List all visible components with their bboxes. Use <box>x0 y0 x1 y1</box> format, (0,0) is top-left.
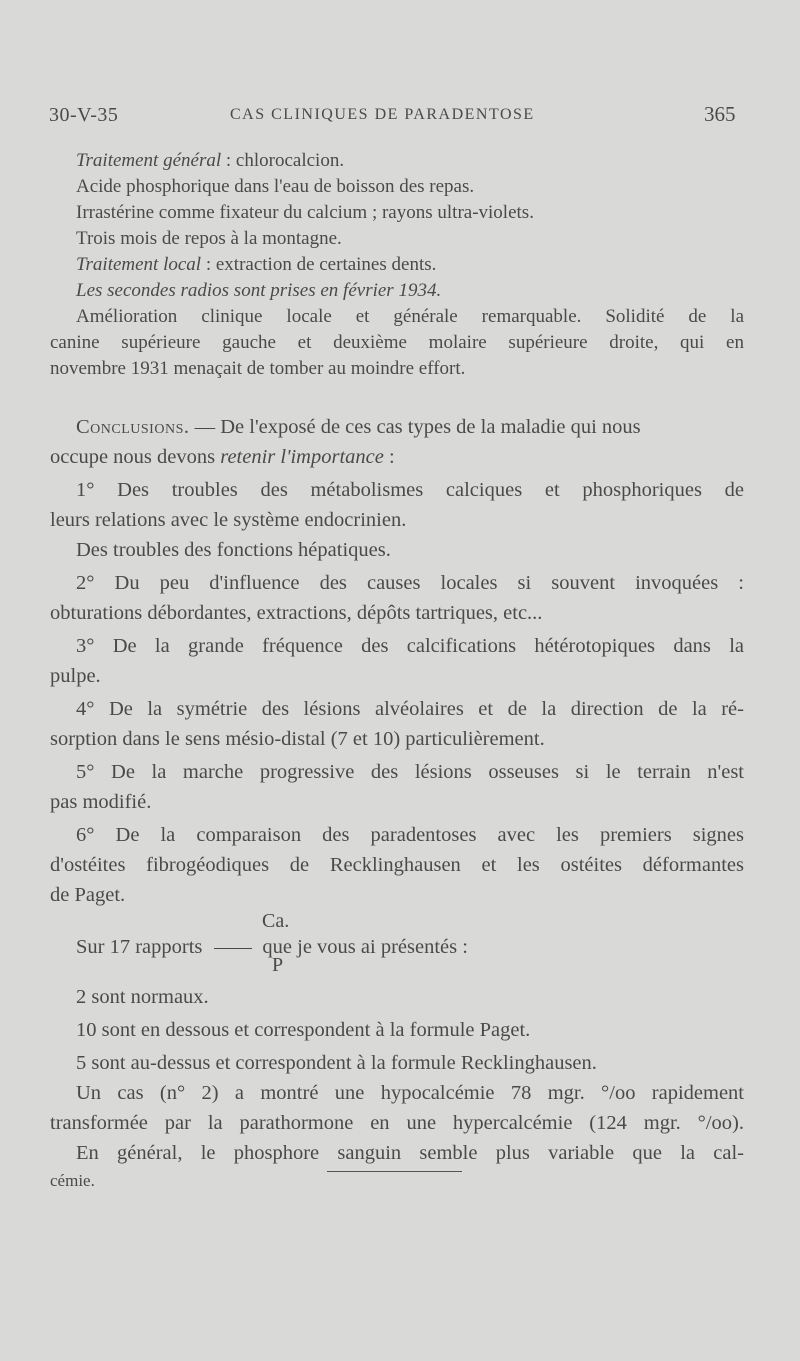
emphasis: retenir l'importance <box>220 446 384 468</box>
conclusions-intro <box>50 412 744 442</box>
ratio-denominator: P <box>272 954 284 976</box>
text-line: cémie. <box>50 1171 95 1190</box>
conclusions-label: Conclusions. <box>76 416 190 438</box>
point-2: 2° Du peu d'influence des causes locales si souvent invoquées : <box>76 572 744 594</box>
header-title: CAS CLINIQUES DE PARADENTOSE <box>230 106 535 123</box>
page-number: 365 <box>704 102 736 126</box>
result-5: En général, le phosphore sanguin semble plus variable que la cal- <box>76 1142 744 1164</box>
page-body <box>50 148 744 1194</box>
text-line: sorption dans le sens mésio-distal (7 et 10) particulièrement. <box>50 728 545 750</box>
text-line: canine supérieure gauche et deuxième molaire supérieure droite, qui en <box>50 332 744 353</box>
ratio-before: Sur 17 rapports <box>76 936 203 958</box>
result-4: Un cas (n° 2) a montré une hypocalcémie 78 mgr. °/oo rapidement <box>76 1082 744 1104</box>
treatment-local-label: Traitement local <box>76 254 202 275</box>
text-line: d'ostéites fibrogéodiques de Recklinghausen et les ostéites déformantes <box>50 854 744 876</box>
treatment-local-value: : extraction de certaines dents. <box>201 254 437 275</box>
text-line: Trois mois de repos à la montagne. <box>76 228 342 249</box>
ratio-after: que je vous ai présentés : <box>262 936 468 958</box>
point-6: 6° De la comparaison des paradentoses avec les premiers signes <box>76 824 744 846</box>
ratio-line <box>50 932 468 962</box>
point-4: 4° De la symétrie des lésions alvéolaires et de la direction de la ré- <box>76 698 744 720</box>
treatment-general-value: : chlorocalcion. <box>221 150 345 171</box>
result-2: 10 sont en dessous et correspondent à la formule Paget. <box>76 1019 531 1041</box>
text-line: transformée par la parathormone en une hypercalcémie (124 mgr. °/oo). <box>50 1112 744 1134</box>
text-span: : <box>383 446 395 468</box>
point-5: 5° De la marche progressive des lésions osseuses si le terrain n'est <box>76 761 744 783</box>
result-3: 5 sont au-dessus et correspondent à la formule Recklinghausen. <box>76 1052 597 1074</box>
treatment-general <box>50 148 744 174</box>
text-span: occupe nous devons <box>50 446 221 468</box>
running-header <box>0 100 800 130</box>
conclusions-intro-cont <box>50 442 744 472</box>
treatment-local <box>50 252 744 278</box>
closing-rule <box>327 1171 462 1172</box>
text-line: Irrastérine comme fixateur du calcium ; rayons ultra-violets. <box>76 202 534 223</box>
point-1: 1° Des troubles des métabolismes calciques et phosphoriques de <box>76 479 744 501</box>
conclusions-intro-text: — De l'exposé de ces cas types de la maladie qui nous <box>189 416 641 438</box>
text-line: leurs relations avec le système endocrinien. <box>50 509 407 531</box>
text-line: de Paget. <box>50 884 126 906</box>
fraction-bar <box>214 948 252 949</box>
ratio-block <box>50 910 744 982</box>
text-line: pulpe. <box>50 665 101 687</box>
header-date: 30-V-35 <box>49 104 119 126</box>
text-line: pas modifié. <box>50 791 152 813</box>
text-line: obturations débordantes, extractions, dépôts tartriques, etc... <box>50 602 543 624</box>
result-1: 2 sont normaux. <box>76 986 209 1008</box>
text-line: Amélioration clinique locale et générale remarquable. Solidité de la <box>76 306 744 327</box>
text-line: Acide phosphorique dans l'eau de boisson des repas. <box>76 176 475 197</box>
text-line: novembre 1931 menaçait de tomber au moindre effort. <box>50 358 466 379</box>
treatment-general-label: Traitement général <box>76 150 222 171</box>
point-3: 3° De la grande fréquence des calcifications hétérotopiques dans la <box>76 635 744 657</box>
text-line: Des troubles des fonctions hépatiques. <box>76 539 391 561</box>
ratio-numerator: Ca. <box>262 910 290 932</box>
radios-note: Les secondes radios sont prises en février 1934. <box>76 280 442 301</box>
